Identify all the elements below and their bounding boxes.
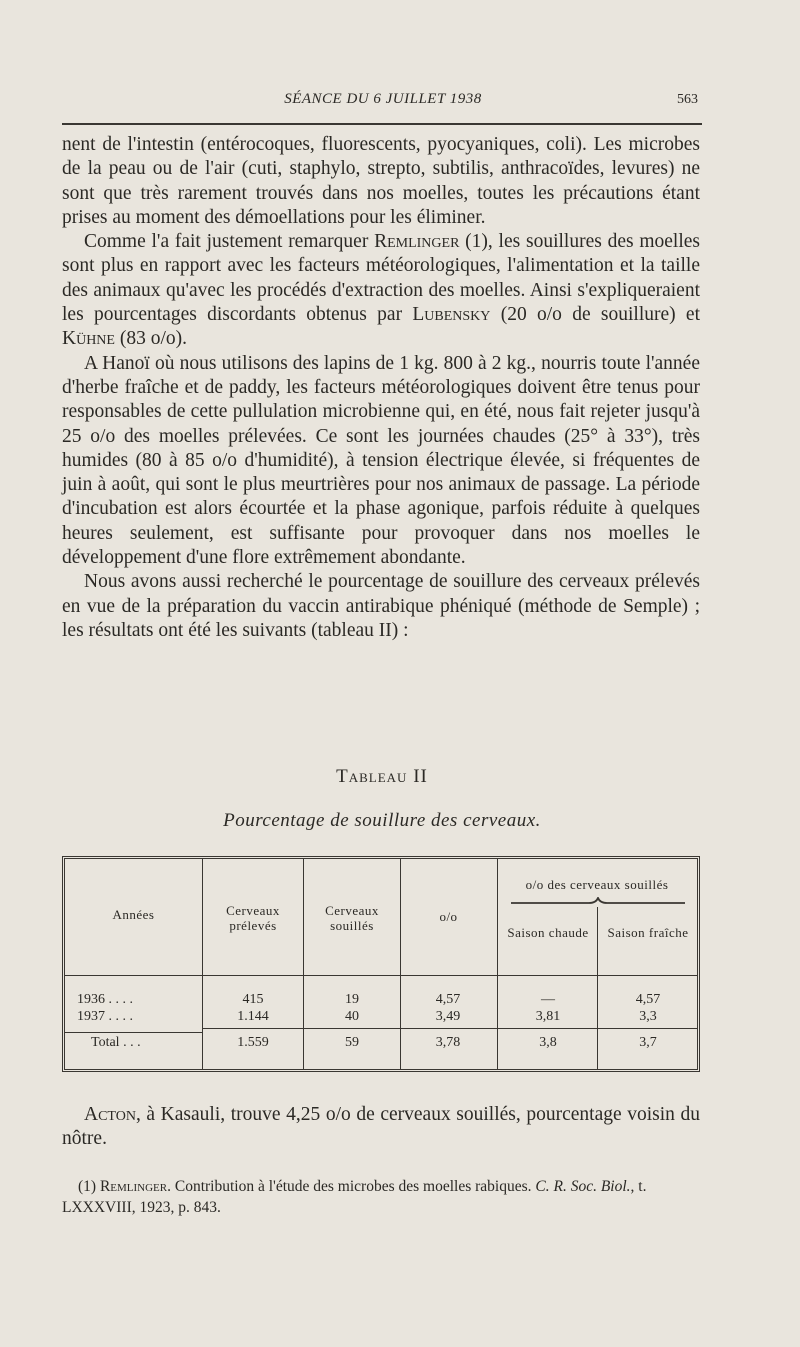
header-souilles: Cerveaux souillés [325,903,379,933]
total-rule [65,1032,202,1033]
paragraph-4: Nous avons aussi recherché le pourcentage de souillure des cerveaux prélevés en vue de la préparation du vaccin antirabique phéniqué (méthode de Semple) ; les résultats ont été les suivants (tableau II) : [62,571,700,641]
paragraph-5: Acton, à Kasauli, trouve 4,25 o/o de cerveaux souillés, pourcentage voisin du nôtre. [62,1104,700,1150]
footnote-author: Remlinger [99,1178,168,1195]
row-1936-fraiche: 4,57 [635,992,661,1007]
footnote-1: (1) Remlinger. Contribution à l'étude des microbes des moelles rabiques. C. R. Soc. Biol., t. LXXXVIII, 1923, p. 843. [62,1178,647,1216]
header-bottom-rule [65,975,697,976]
subtotal-rule [202,1028,697,1029]
header-group: o/o des cerveaux souillés [525,877,669,892]
table-title: Tableau II [336,766,428,787]
row-1937-souilles: 40 [345,1009,359,1024]
total-fraiche: 3,7 [639,1035,657,1050]
footnote-journal: C. R. Soc. Biol. [535,1178,631,1195]
header-annees: Années [112,907,155,922]
data-table [62,856,700,1072]
table-vrule [400,859,401,1069]
total-preleves: 1.559 [237,1035,269,1050]
row-1937-fraiche: 3,3 [639,1009,657,1024]
author-lubensky: Lubensky [412,304,491,326]
closing-paragraph [62,1103,700,1152]
header-fraiche: Saison fraîche [607,925,689,940]
row-1937-year: 1937 . . . . [77,1009,133,1024]
body-text [62,133,700,643]
row-1936-preleves: 415 [242,992,264,1007]
header-rule [62,123,702,125]
table-vrule [202,859,203,1069]
row-1937-preleves: 1.144 [237,1009,269,1024]
author-acton: Acton [84,1104,136,1125]
row-1937-pct: 3,49 [435,1009,461,1024]
author-remlinger: Remlinger [374,231,460,253]
row-1936-pct: 4,57 [435,992,461,1007]
brace-icon [509,897,687,909]
table-vrule [597,907,598,1069]
running-header [62,91,704,115]
row-1936-year: 1936 . . . . [77,992,133,1007]
footnote [62,1176,702,1218]
total-souilles: 59 [345,1035,359,1050]
total-label: Total . . . [91,1035,141,1050]
table-vrule [303,859,304,1069]
header-pct: o/o [439,909,458,924]
author-kuhne: Kühne [62,328,115,350]
page-number: 563 [677,92,698,107]
header-preleves: Cerveaux prélevés [226,903,280,933]
table-caption: Pourcentage de souillure des cerveaux. [223,810,541,831]
paragraph-3: A Hanoï où nous utilisons des lapins de 1 kg. 800 à 2 kg., nourris toute l'année d'herbe fraîche et de paddy, les facteurs météorologiques doivent être tenus pour responsables de cette pullulation microbienne qui, en été, nous fait rejeter jusqu'à 25 o/o des moelles prélevées. Ce sont les journées chaudes (25° à 33°), très humides (80 à 85 o/o d'humidité), à tension électrique élevée, si fréquentes de juin à août, qui sont le plus meurtrières pour nos animaux de passage. La période d'incubation est alors écourtée et la phase agonique, parfois réduite à quelques heures seulement, est suffisante pour provoquer dans nos moelles le développement d'une flore extrêmement abondante. [62,352,700,569]
row-1936-chaude: — [541,992,555,1007]
row-1937-chaude: 3,81 [535,1009,561,1024]
header-title: SÉANCE DU 6 JUILLET 1938 [284,91,482,107]
total-chaude: 3,8 [539,1035,557,1050]
header-chaude: Saison chaude [507,925,589,940]
paragraph-1: nent de l'intestin (entérocoques, fluorescents, pyocyaniques, coli). Les microbes de la peau ou de l'air (cuti, staphylo, strepto, subtilis, anthracoïdes, levures) ne sont que très rarement trouvés dans nos moelles, toutes les précautions étant prises au moment des démoellations pour les éliminer. [62,134,700,228]
row-1936-souilles: 19 [345,992,359,1007]
total-pct: 3,78 [435,1035,461,1050]
paragraph-2: Comme l'a fait justement remarquer Remlinger (1), les souillures des moelles sont plus en rapport avec les facteurs météorologiques, l'alimentation et la taille des animaux qu'avec les procédés d'extraction des moelles. Ainsi s'expliqueraient les pourcentages discordants obtenus par Lubensky (20 o/o de souillure) et Kühne (83 o/o). [62,231,700,350]
